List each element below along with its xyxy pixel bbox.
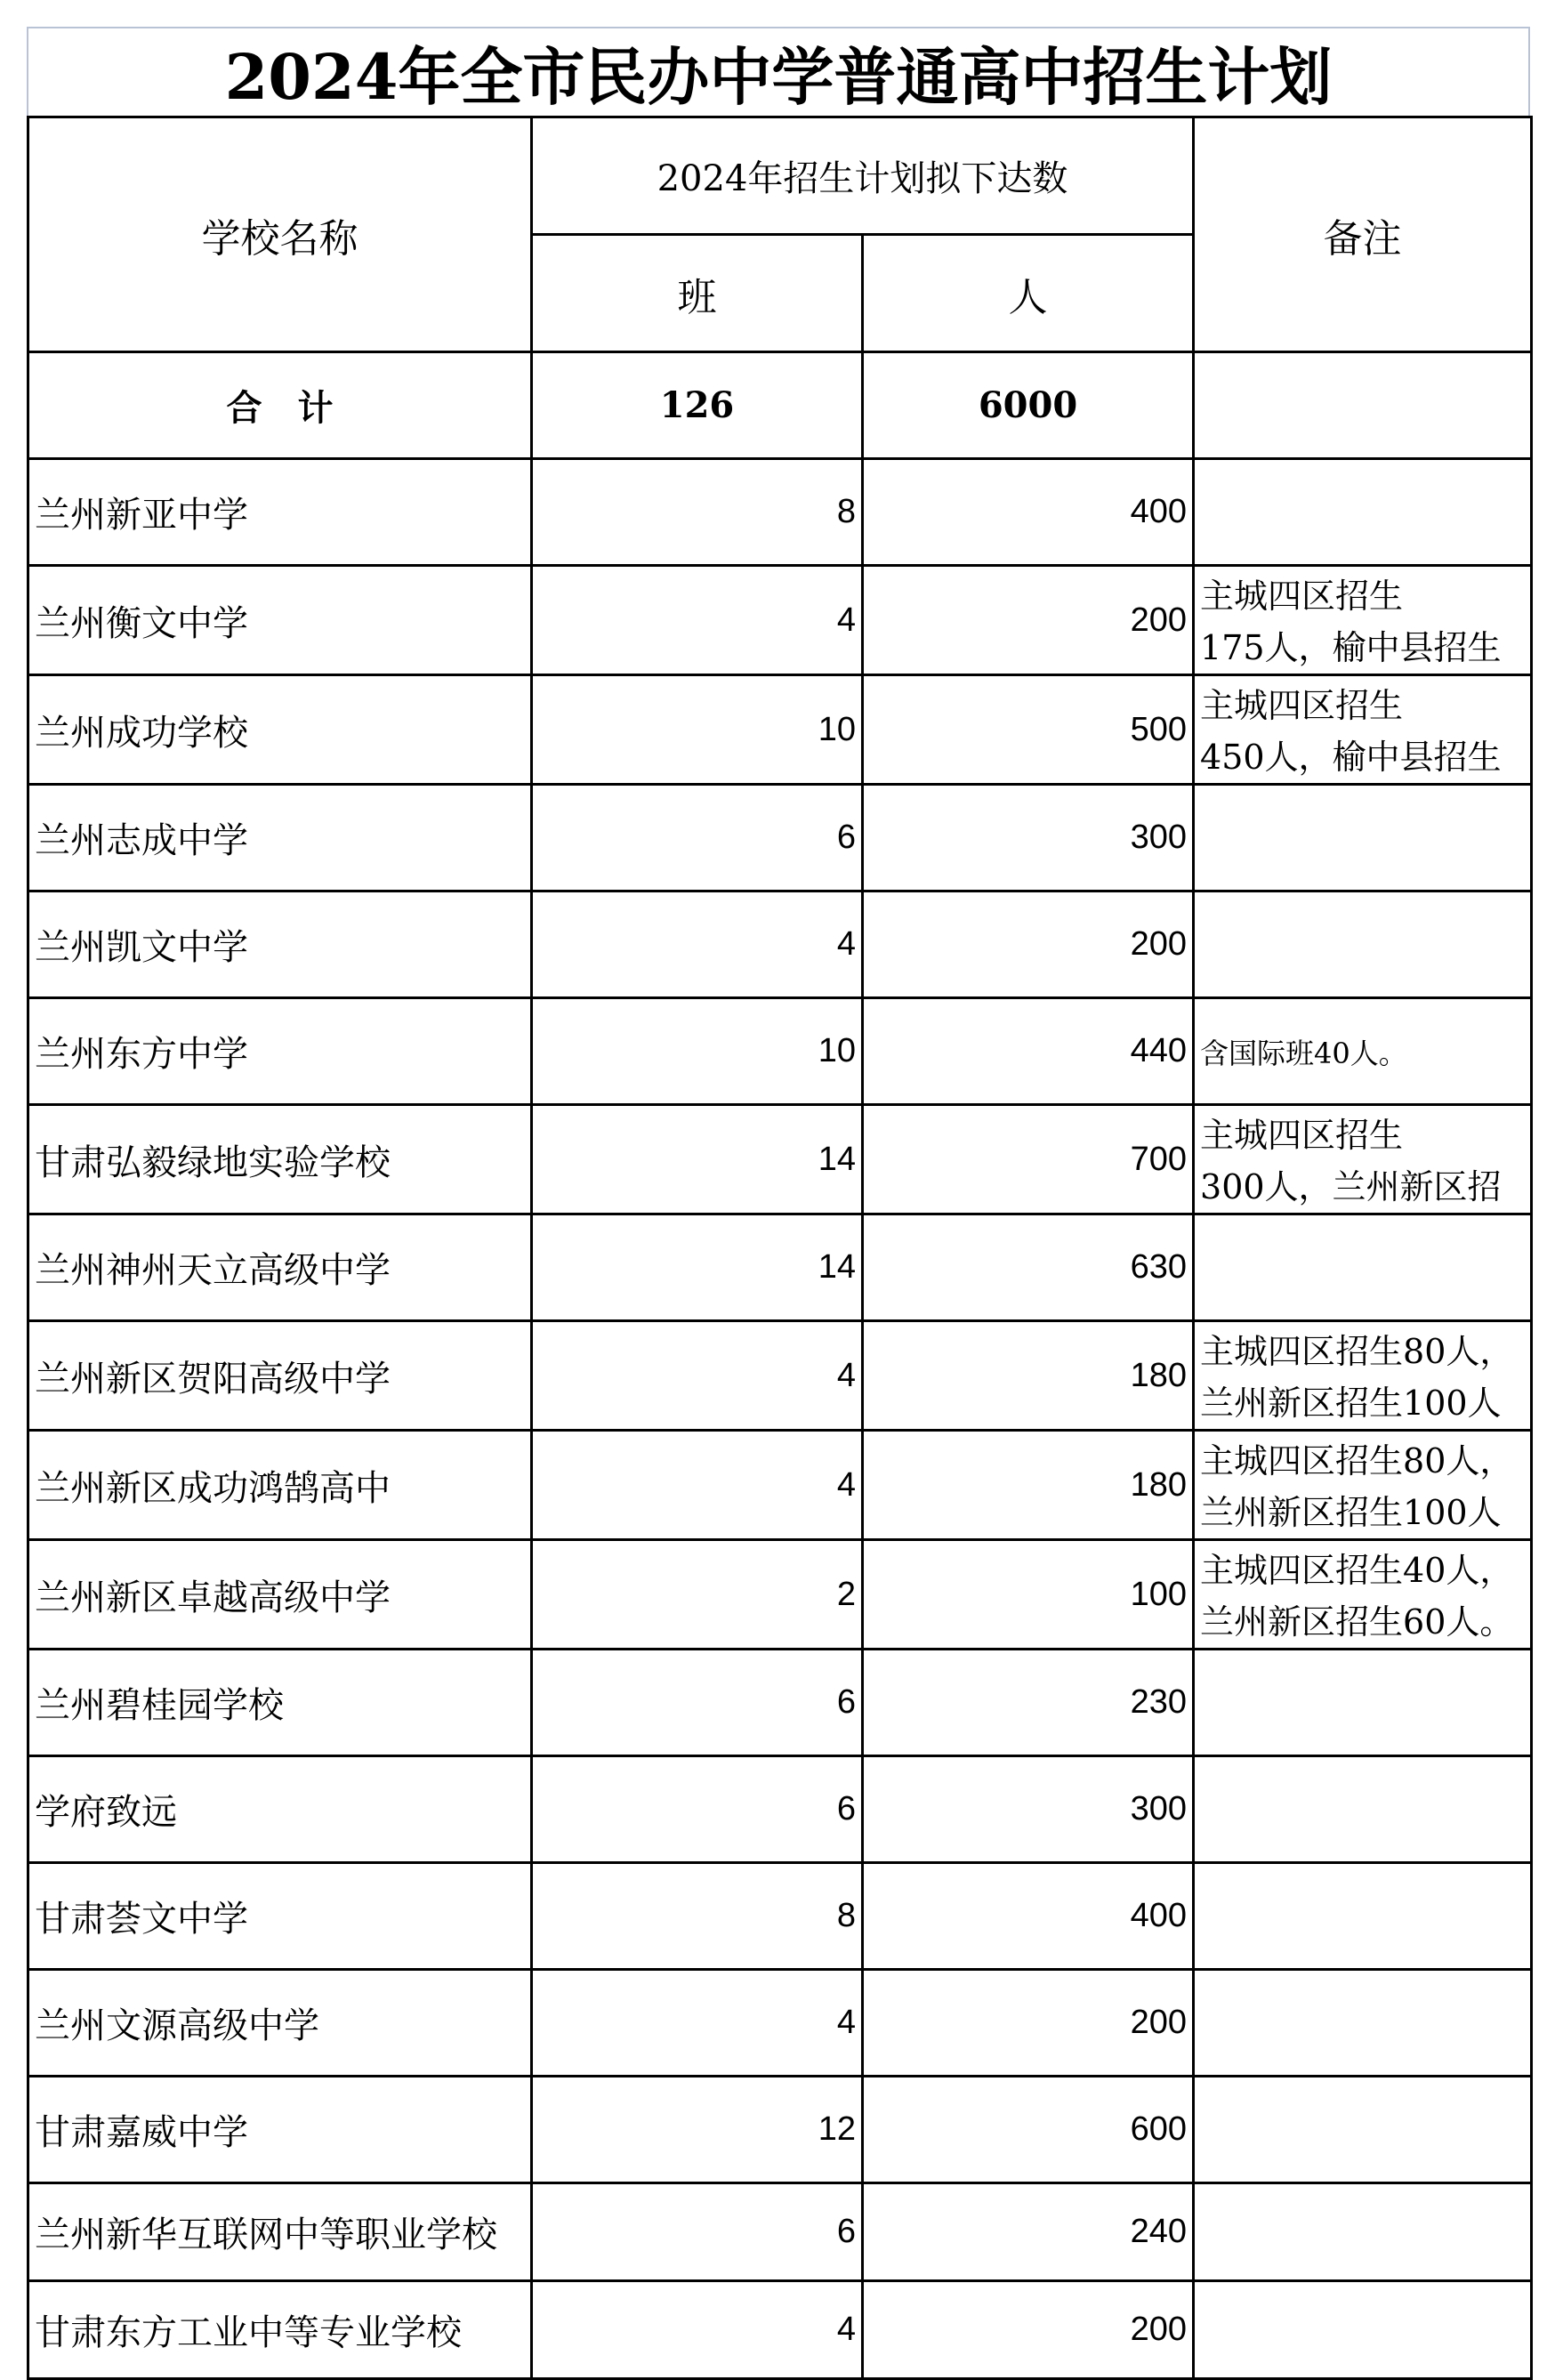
persons-cell: 230 — [863, 1650, 1194, 1756]
remarks-line: 主城四区招生40人， — [1200, 1551, 1514, 1590]
table-row — [28, 1105, 1532, 1214]
classes-cell: 4 — [532, 2281, 863, 2379]
classes-cell: 2 — [532, 1540, 863, 1650]
enrollment-plan-table — [27, 116, 1533, 2380]
persons-cell: 200 — [863, 1970, 1194, 2077]
remarks-cell — [1194, 1650, 1532, 1756]
remarks-line: 主城四区招生80人， — [1200, 1332, 1514, 1371]
table-row — [28, 1321, 1532, 1431]
remarks-line: 兰州新区招生100人 — [1200, 1493, 1502, 1532]
school-name-cell: 兰州新区成功鸿鹄高中 — [28, 1431, 532, 1540]
remarks-line: 兰州新区招生60人。 — [1200, 1602, 1514, 1642]
school-name-cell: 兰州新区卓越高级中学 — [28, 1540, 532, 1650]
school-name-cell: 学府致远 — [28, 1756, 532, 1863]
persons-cell: 300 — [863, 785, 1194, 891]
classes-cell: 6 — [532, 1756, 863, 1863]
remarks-cell — [1194, 1756, 1532, 1863]
spreadsheet-page — [27, 27, 1530, 2351]
table-row — [28, 566, 1532, 675]
school-name-cell: 甘肃弘毅绿地实验学校 — [28, 1105, 532, 1214]
remarks-cell — [1194, 785, 1532, 891]
remarks-line: 300人，兰州新区招 — [1200, 1167, 1502, 1206]
remarks-cell — [1194, 1863, 1532, 1970]
school-name-cell: 兰州神州天立高级中学 — [28, 1214, 532, 1321]
persons-cell: 630 — [863, 1214, 1194, 1321]
remarks-cell — [1194, 891, 1532, 998]
persons-cell: 400 — [863, 1863, 1194, 1970]
remarks-line: 主城四区招生 — [1200, 577, 1404, 616]
classes-cell: 4 — [532, 1321, 863, 1431]
page-title: 2024年全市民办中学普通高中招生计划 — [27, 27, 1530, 116]
header-classes: 班 — [532, 235, 863, 352]
persons-cell: 180 — [863, 1431, 1194, 1540]
remarks-line: 主城四区招生 — [1200, 686, 1404, 725]
remarks-cell — [1194, 1970, 1532, 2077]
classes-cell: 4 — [532, 566, 863, 675]
total-row — [28, 352, 1532, 459]
table-row — [28, 1650, 1532, 1756]
remarks-cell — [1194, 566, 1532, 675]
school-name-cell: 甘肃嘉威中学 — [28, 2077, 532, 2183]
table-row — [28, 1431, 1532, 1540]
school-name-cell: 兰州新华互联网中等职业学校 — [28, 2183, 532, 2281]
persons-cell: 500 — [863, 675, 1194, 785]
header-persons: 人 — [863, 235, 1194, 352]
persons-cell: 440 — [863, 998, 1194, 1105]
remarks-line: 主城四区招生 — [1200, 1116, 1404, 1155]
table-row — [28, 2183, 1532, 2281]
classes-cell: 6 — [532, 1650, 863, 1756]
classes-cell: 8 — [532, 1863, 863, 1970]
school-name-cell: 兰州东方中学 — [28, 998, 532, 1105]
table-row — [28, 1970, 1532, 2077]
classes-cell: 4 — [532, 891, 863, 998]
remarks-cell — [1194, 1321, 1532, 1431]
table-row — [28, 675, 1532, 785]
table-row — [28, 1540, 1532, 1650]
table-row — [28, 459, 1532, 566]
classes-cell: 10 — [532, 675, 863, 785]
total-remarks — [1194, 352, 1532, 459]
total-label: 合 计 — [28, 352, 532, 459]
remarks-cell — [1194, 1105, 1532, 1214]
total-classes: 126 — [532, 352, 863, 459]
school-name-cell: 兰州新亚中学 — [28, 459, 532, 566]
table-row — [28, 1756, 1532, 1863]
school-name-cell: 兰州成功学校 — [28, 675, 532, 785]
table-row — [28, 785, 1532, 891]
remarks-cell — [1194, 1214, 1532, 1321]
school-name-cell: 兰州碧桂园学校 — [28, 1650, 532, 1756]
persons-cell: 200 — [863, 566, 1194, 675]
persons-cell: 700 — [863, 1105, 1194, 1214]
persons-cell: 180 — [863, 1321, 1194, 1431]
remarks-line: 450人，榆中县招生 — [1200, 738, 1502, 777]
remarks-line: 兰州新区招生100人 — [1200, 1384, 1502, 1423]
remarks-cell — [1194, 2281, 1532, 2379]
table-row — [28, 1863, 1532, 1970]
classes-cell: 14 — [532, 1105, 863, 1214]
remarks-cell — [1194, 1431, 1532, 1540]
classes-cell: 4 — [532, 1431, 863, 1540]
school-name-cell: 兰州文源高级中学 — [28, 1970, 532, 2077]
remarks-line: 主城四区招生80人， — [1200, 1441, 1514, 1480]
header-plan-group: 2024年招生计划拟下达数 — [532, 117, 1194, 235]
persons-cell: 600 — [863, 2077, 1194, 2183]
classes-cell: 6 — [532, 2183, 863, 2281]
persons-cell: 400 — [863, 459, 1194, 566]
school-name-cell: 甘肃荟文中学 — [28, 1863, 532, 1970]
persons-cell: 100 — [863, 1540, 1194, 1650]
total-persons: 6000 — [863, 352, 1194, 459]
classes-cell: 12 — [532, 2077, 863, 2183]
school-name-cell: 兰州凯文中学 — [28, 891, 532, 998]
remarks-cell — [1194, 998, 1532, 1105]
school-name-cell: 兰州志成中学 — [28, 785, 532, 891]
persons-cell: 200 — [863, 2281, 1194, 2379]
table-row — [28, 2281, 1532, 2379]
remarks-cell — [1194, 2077, 1532, 2183]
persons-cell: 200 — [863, 891, 1194, 998]
remarks-line: 含国际班40人。 — [1200, 1036, 1407, 1070]
table-row — [28, 2077, 1532, 2183]
header-school-name: 学校名称 — [28, 117, 532, 352]
classes-cell: 10 — [532, 998, 863, 1105]
classes-cell: 8 — [532, 459, 863, 566]
remarks-cell — [1194, 2183, 1532, 2281]
remarks-cell — [1194, 459, 1532, 566]
school-name-cell: 兰州新区贺阳高级中学 — [28, 1321, 532, 1431]
table-row — [28, 998, 1532, 1105]
persons-cell: 240 — [863, 2183, 1194, 2281]
persons-cell: 300 — [863, 1756, 1194, 1863]
school-name-cell: 兰州衡文中学 — [28, 566, 532, 675]
table-row — [28, 891, 1532, 998]
remarks-line: 175人，榆中县招生 — [1200, 628, 1502, 667]
table-row — [28, 1214, 1532, 1321]
classes-cell: 14 — [532, 1214, 863, 1321]
classes-cell: 6 — [532, 785, 863, 891]
remarks-cell — [1194, 675, 1532, 785]
school-name-cell: 甘肃东方工业中等专业学校 — [28, 2281, 532, 2379]
classes-cell: 4 — [532, 1970, 863, 2077]
remarks-cell — [1194, 1540, 1532, 1650]
header-remarks: 备注 — [1194, 117, 1532, 352]
